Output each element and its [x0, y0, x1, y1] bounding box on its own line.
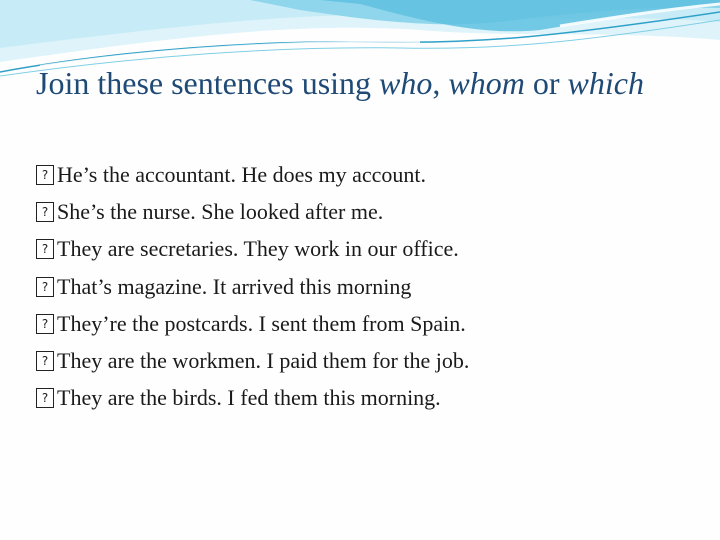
- sentence-text: They’re the postcards. I sent them from Spain.: [57, 310, 466, 336]
- title-or: or: [524, 65, 568, 101]
- sentence-text: He’s the accountant. He does my account.: [57, 161, 426, 187]
- title-whom: whom: [448, 65, 525, 101]
- missing-glyph-icon: ?: [36, 239, 54, 259]
- list-item: [36, 342, 696, 379]
- sentence-text: They are the birds. I fed them this morning.: [57, 385, 441, 411]
- missing-glyph-icon: ?: [36, 351, 54, 371]
- title-who: who: [379, 65, 433, 101]
- sentence-text: They are the workmen. I paid them for the job.: [57, 348, 470, 374]
- missing-glyph-icon: ?: [36, 388, 54, 408]
- list-item: [36, 380, 696, 417]
- list-item: [36, 193, 696, 230]
- missing-glyph-icon: ?: [36, 202, 54, 222]
- sentence-text: They are secretaries. They work in our office.: [57, 236, 459, 262]
- sentence-text: She’s the nurse. She looked after me.: [57, 198, 384, 224]
- title-which: which: [567, 65, 644, 101]
- list-item: [36, 305, 696, 342]
- title-prefix: Join these sentences using: [36, 65, 380, 101]
- slide-title: [36, 62, 676, 104]
- sentence-text: That’s magazine. It arrived this morning: [57, 273, 412, 299]
- missing-glyph-icon: ?: [36, 165, 54, 185]
- list-item: [36, 156, 696, 193]
- missing-glyph-icon: ?: [36, 314, 54, 334]
- title-sep: ,: [432, 65, 449, 101]
- exercise-list: [36, 156, 696, 417]
- list-item: [36, 268, 696, 305]
- list-item: [36, 231, 696, 268]
- missing-glyph-icon: ?: [36, 277, 54, 297]
